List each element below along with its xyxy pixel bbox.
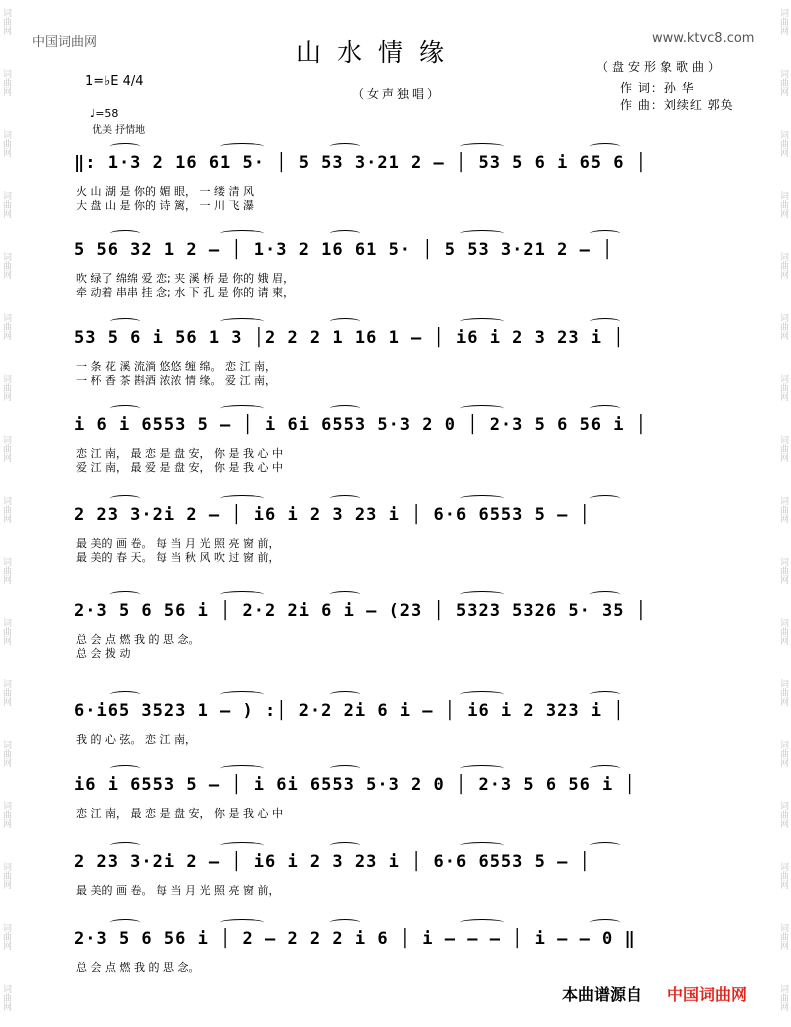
- lyrics-verse-2: 一 杯 香 茶 斟酒 浓浓 情 缘。 爱 江 南，: [76, 374, 276, 387]
- score-row: [70, 757, 725, 827]
- slur-mark: [460, 842, 504, 849]
- lyrics-verse-2: 大 盘 山 是 你的 诗 篱， 一 川 飞 瀑: [76, 199, 254, 212]
- composer-credit: 作 曲：刘续红 郭奂: [620, 98, 734, 112]
- side-watermark-text: 词曲网: [778, 801, 788, 828]
- slur-mark: [330, 318, 360, 325]
- lyrics-verse-1: 吹 绿了 绵绵 爱 恋; 夹 溪 桥 是 你的 娥 眉，: [76, 272, 295, 285]
- footer-source-label: 本曲谱源自: [562, 985, 643, 1004]
- slur-mark: [110, 318, 140, 325]
- side-watermark-text: 词曲网: [1, 8, 11, 35]
- slur-mark: [460, 591, 504, 598]
- side-watermark-text: 词曲网: [1, 374, 11, 401]
- slur-mark: [330, 842, 360, 849]
- notation-line: 2·3 5 6 56 i │ 2·2 2i 6 i – (23 │ 5323 5326 5· 35 │: [74, 601, 647, 621]
- lyrics-verse-2: 总 会 拨 动: [76, 647, 131, 660]
- slur-mark: [460, 495, 504, 502]
- score-row: [70, 911, 725, 981]
- slur-mark: [590, 318, 620, 325]
- lyrics-verse-1: 最 美的 画 卷。 每 当 月 光 照 亮 窗 前，: [76, 884, 280, 897]
- tempo-marking: ♩=58: [90, 107, 119, 120]
- slur-mark: [460, 919, 504, 926]
- side-watermark-text: 词曲网: [1, 862, 11, 889]
- notation-line: 2·3 5 6 56 i │ 2 – 2 2 2 i 6 │ i – – – │ i – – 0 ‖: [74, 929, 636, 949]
- slur-mark: [330, 405, 360, 412]
- side-watermark-text: 词曲网: [1, 252, 11, 279]
- slur-mark: [460, 765, 504, 772]
- lyrics-verse-1: 我 的 心 弦。 恋 江 南，: [76, 733, 196, 746]
- score-row: [70, 683, 725, 753]
- side-watermark-text: 词曲网: [1, 557, 11, 584]
- lyrics-verse-1: 最 美的 画 卷。 每 当 月 光 照 亮 窗 前，: [76, 537, 280, 550]
- left-watermark-strip: [0, 0, 14, 1027]
- slur-mark: [460, 691, 504, 698]
- slur-mark: [110, 495, 140, 502]
- slur-mark: [590, 919, 620, 926]
- slur-mark: [590, 842, 620, 849]
- side-watermark-text: 词曲网: [1, 740, 11, 767]
- slur-mark: [330, 691, 360, 698]
- slur-mark: [220, 143, 264, 150]
- slur-mark: [220, 691, 264, 698]
- side-watermark-text: 词曲网: [778, 130, 788, 157]
- score-row: [70, 834, 725, 904]
- side-watermark-text: 词曲网: [1, 801, 11, 828]
- side-watermark-text: 词曲网: [778, 923, 788, 950]
- slur-mark: [220, 919, 264, 926]
- score-row: [70, 310, 725, 387]
- score-row: [70, 583, 725, 660]
- lyrics-verse-2: 牵 动着 串串 挂 念; 水 下 孔 是 你的 请 柬，: [76, 286, 295, 299]
- side-watermark-text: 词曲网: [778, 862, 788, 889]
- performance-note: （女声独唱）: [352, 87, 443, 101]
- side-watermark-text: 词曲网: [1, 435, 11, 462]
- lyrics-verse-1: 总 会 点 燃 我 的 思 念。: [76, 961, 200, 974]
- side-watermark-text: 词曲网: [778, 374, 788, 401]
- notation-line: ‖: 1·3 2 16 61 5· │ 5 53 3·21 2 – │ 53 5 6 i 65 6 │: [74, 153, 647, 173]
- slur-mark: [590, 495, 620, 502]
- side-watermark-text: 词曲网: [778, 618, 788, 645]
- slur-mark: [590, 691, 620, 698]
- lyricist-credit: 作 词：孙 华: [620, 81, 695, 95]
- lyrics-verse-1: 恋 江 南， 最 恋 是 盘 安， 你 是 我 心 中: [76, 447, 283, 460]
- right-watermark-strip: [777, 0, 791, 1027]
- side-watermark-text: 词曲网: [778, 435, 788, 462]
- side-watermark-text: 词曲网: [1, 496, 11, 523]
- slur-mark: [220, 842, 264, 849]
- notation-line: i 6 i 6553 5 – │ i 6i 6553 5·3 2 0 │ 2·3 5 6 56 i │: [74, 415, 647, 435]
- slur-mark: [460, 405, 504, 412]
- side-watermark-text: 词曲网: [1, 618, 11, 645]
- slur-mark: [460, 318, 504, 325]
- side-watermark-text: 词曲网: [778, 740, 788, 767]
- side-watermark-text: 词曲网: [778, 496, 788, 523]
- slur-mark: [460, 230, 504, 237]
- score-row: [70, 135, 725, 212]
- slur-mark: [330, 230, 360, 237]
- lyrics-verse-1: 火 山 湖 是 你的 媚 眼， 一 缕 清 风: [76, 185, 254, 198]
- slur-mark: [110, 143, 140, 150]
- notation-line: 53 5 6 i 56 1 3 │2 2 2 1 16 1 – │ i6 i 2 3 23 i │: [74, 328, 625, 348]
- side-watermark-text: 词曲网: [778, 191, 788, 218]
- lyrics-verse-1: 一 条 花 溪 流淌 悠悠 缠 绵。 恋 江 南，: [76, 360, 276, 373]
- slur-mark: [220, 495, 264, 502]
- notation-line: i6 i 6553 5 – │ i 6i 6553 5·3 2 0 │ 2·3 5 6 56 i │: [74, 775, 636, 795]
- slur-mark: [220, 318, 264, 325]
- key-signature: 1=♭E 4/4: [85, 74, 144, 89]
- notation-line: 2 23 3·2i 2 – │ i6 i 2 3 23 i │ 6·6 6553 5 – │: [74, 505, 591, 525]
- slur-mark: [220, 405, 264, 412]
- slur-mark: [590, 230, 620, 237]
- side-watermark-text: 词曲网: [1, 313, 11, 340]
- slur-mark: [110, 230, 140, 237]
- side-watermark-text: 词曲网: [778, 69, 788, 96]
- side-watermark-text: 词曲网: [778, 557, 788, 584]
- song-title: 山水情缘: [296, 38, 461, 67]
- side-watermark-text: 词曲网: [1, 984, 11, 1011]
- slur-mark: [110, 691, 140, 698]
- style-marking: 优美 抒情地: [92, 125, 146, 136]
- side-watermark-text: 词曲网: [1, 130, 11, 157]
- slur-mark: [590, 765, 620, 772]
- side-watermark-text: 词曲网: [778, 313, 788, 340]
- slur-mark: [220, 591, 264, 598]
- notation-line: 5 56 32 1 2 – │ 1·3 2 16 61 5· │ 5 53 3·21 2 – │: [74, 240, 614, 260]
- slur-mark: [460, 143, 504, 150]
- slur-mark: [110, 919, 140, 926]
- slur-mark: [110, 591, 140, 598]
- lyrics-verse-1: 总 会 点 燃 我 的 思 念。: [76, 633, 200, 646]
- site-url-top-right: www.ktvc8.com: [652, 31, 755, 46]
- slur-mark: [110, 405, 140, 412]
- footer-site-name: 中国词曲网: [667, 985, 748, 1004]
- side-watermark-text: 词曲网: [778, 8, 788, 35]
- score-row: [70, 487, 725, 564]
- side-watermark-text: 词曲网: [778, 984, 788, 1011]
- slur-mark: [110, 765, 140, 772]
- score-row: [70, 397, 725, 474]
- slur-mark: [330, 765, 360, 772]
- slur-mark: [330, 591, 360, 598]
- slur-mark: [330, 495, 360, 502]
- slur-mark: [590, 143, 620, 150]
- notation-line: 6·i65 3523 1 – ) :│ 2·2 2i 6 i – │ i6 i 2 323 i │: [74, 701, 625, 721]
- slur-mark: [220, 230, 264, 237]
- side-watermark-text: 词曲网: [1, 191, 11, 218]
- side-watermark-text: 词曲网: [1, 69, 11, 96]
- lyrics-verse-2: 爱 江 南， 最 爱 是 盘 安， 你 是 我 心 中: [76, 461, 283, 474]
- side-watermark-text: 词曲网: [778, 252, 788, 279]
- slur-mark: [330, 919, 360, 926]
- slur-mark: [590, 405, 620, 412]
- notation-line: 2 23 3·2i 2 – │ i6 i 2 3 23 i │ 6·6 6553 5 – │: [74, 852, 591, 872]
- side-watermark-text: 词曲网: [1, 923, 11, 950]
- side-watermark-text: 词曲网: [1, 679, 11, 706]
- lyrics-verse-2: 最 美的 春 天。 每 当 秋 风 吹 过 窗 前，: [76, 551, 280, 564]
- lyrics-verse-1: 恋 江 南， 最 恋 是 盘 安， 你 是 我 心 中: [76, 807, 283, 820]
- slur-mark: [110, 842, 140, 849]
- site-name-top-left: 中国词曲网: [32, 35, 98, 50]
- slur-mark: [590, 591, 620, 598]
- score-row: [70, 222, 725, 299]
- song-subtitle: （盘安形象歌曲）: [596, 60, 725, 74]
- side-watermark-text: 词曲网: [778, 679, 788, 706]
- slur-mark: [220, 765, 264, 772]
- slur-mark: [330, 143, 360, 150]
